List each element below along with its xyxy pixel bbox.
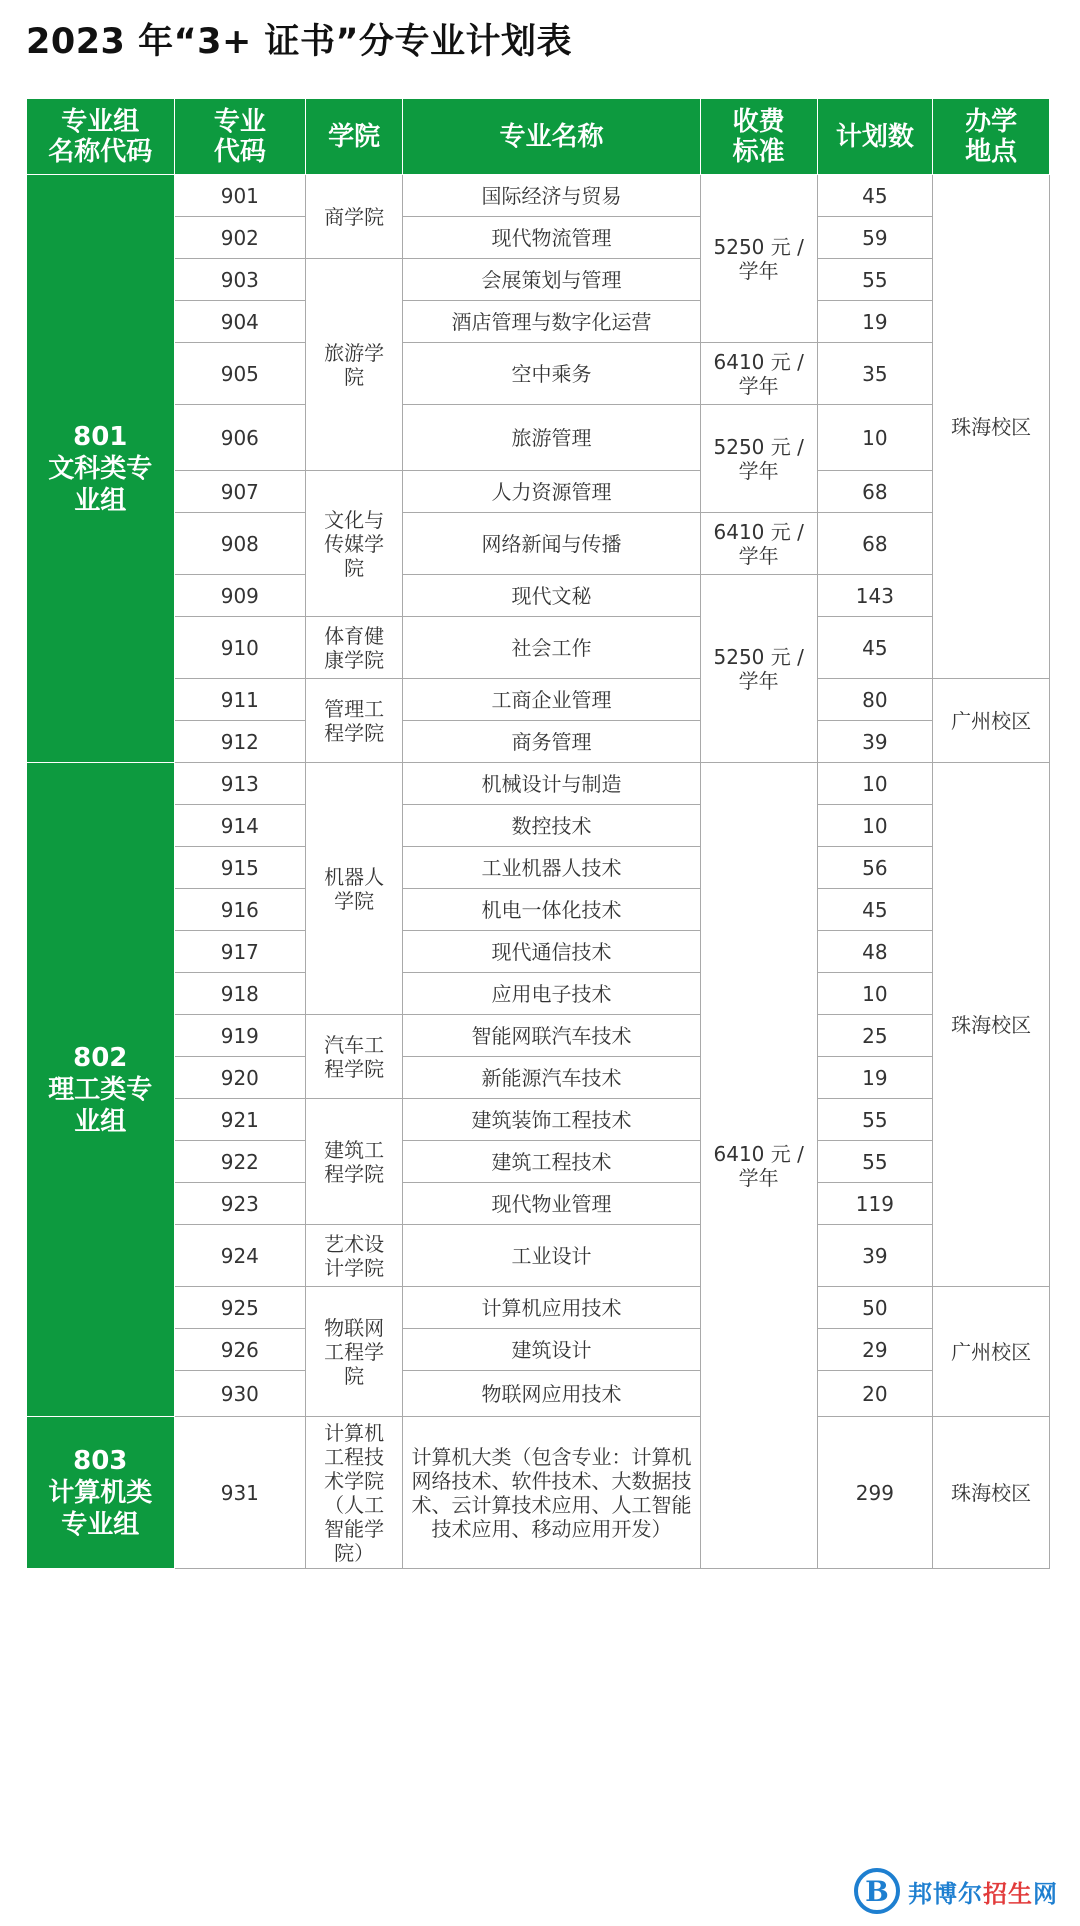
college-cell: 旅游学 院: [306, 259, 403, 471]
table-row: [27, 1287, 1050, 1329]
fee-cell: 5250 元 / 学年: [700, 575, 817, 763]
table-row: [27, 1225, 1050, 1287]
table-row: [27, 721, 1050, 763]
campus-cell: 珠海校区: [933, 763, 1050, 1287]
major-name-cell: 国际经济与贸易: [403, 175, 701, 217]
major-name-cell: 工商企业管理: [403, 679, 701, 721]
plan-count-cell: 55: [817, 259, 933, 301]
plan-count-cell: 10: [817, 973, 933, 1015]
table-row: [27, 1015, 1050, 1057]
major-name-cell: 建筑工程技术: [403, 1141, 701, 1183]
plan-count-cell: 39: [817, 1225, 933, 1287]
major-name-cell: 商务管理: [403, 721, 701, 763]
table-row: [27, 575, 1050, 617]
header-row: [27, 99, 1050, 175]
major-code-cell: 907: [174, 471, 306, 513]
header-plan-count: 计划数: [817, 99, 933, 175]
major-code-cell: 919: [174, 1015, 306, 1057]
major-code-cell: 905: [174, 343, 306, 405]
plan-count-cell: 10: [817, 763, 933, 805]
campus-cell: 广州校区: [933, 679, 1050, 763]
plan-count-cell: 68: [817, 471, 933, 513]
college-cell: 艺术设 计学院: [306, 1225, 403, 1287]
major-name-cell: 机电一体化技术: [403, 889, 701, 931]
college-cell: 汽车工 程学院: [306, 1015, 403, 1099]
college-cell: 建筑工 程学院: [306, 1099, 403, 1225]
major-name-cell: 社会工作: [403, 617, 701, 679]
table-row: [27, 1099, 1050, 1141]
major-code-cell: 917: [174, 931, 306, 973]
college-cell: 机器人 学院: [306, 763, 403, 1015]
header-major-name: 专业名称: [403, 99, 701, 175]
major-name-cell: 旅游管理: [403, 405, 701, 471]
table-row: [27, 1417, 1050, 1569]
major-name-cell: 人力资源管理: [403, 471, 701, 513]
plan-count-cell: 35: [817, 343, 933, 405]
college-cell: 管理工 程学院: [306, 679, 403, 763]
plan-count-cell: 39: [817, 721, 933, 763]
major-name-cell: 工业机器人技术: [403, 847, 701, 889]
plan-count-cell: 48: [817, 931, 933, 973]
major-name-cell: 现代文秘: [403, 575, 701, 617]
fee-cell: 6410 元 / 学年: [700, 513, 817, 575]
page-title: 2023 年“3+ 证书”分专业计划表: [26, 22, 572, 62]
major-name-cell: 网络新闻与传播: [403, 513, 701, 575]
college-cell: 计算机 工程技 术学院 （人工 智能学 院）: [306, 1417, 403, 1569]
major-code-cell: 910: [174, 617, 306, 679]
table-row: [27, 301, 1050, 343]
major-code-cell: 918: [174, 973, 306, 1015]
campus-cell: 珠海校区: [933, 1417, 1050, 1569]
major-name-cell: 会展策划与管理: [403, 259, 701, 301]
plan-count-cell: 20: [817, 1371, 933, 1417]
fee-cell: 6410 元 / 学年: [700, 763, 817, 1569]
major-code-cell: 925: [174, 1287, 306, 1329]
major-name-cell: 机械设计与制造: [403, 763, 701, 805]
fee-cell: 5250 元 / 学年: [700, 405, 817, 513]
plan-count-cell: 10: [817, 405, 933, 471]
header-major-code: 专业 代码: [174, 99, 306, 175]
major-code-cell: 920: [174, 1057, 306, 1099]
table-row: [27, 679, 1050, 721]
plan-count-cell: 119: [817, 1183, 933, 1225]
major-code-cell: 923: [174, 1183, 306, 1225]
table-row: [27, 889, 1050, 931]
plan-count-cell: 143: [817, 575, 933, 617]
table-row: [27, 175, 1050, 217]
major-code-cell: 931: [174, 1417, 306, 1569]
table-row: [27, 805, 1050, 847]
table-row: [27, 1329, 1050, 1371]
group-code-cell: 803 计算机类 专业组: [27, 1417, 175, 1569]
major-code-cell: 922: [174, 1141, 306, 1183]
enrollment-plan-table: [26, 98, 1050, 1569]
plan-count-cell: 29: [817, 1329, 933, 1371]
major-name-cell: 现代物流管理: [403, 217, 701, 259]
major-code-cell: 911: [174, 679, 306, 721]
major-name-cell: 现代通信技术: [403, 931, 701, 973]
major-code-cell: 912: [174, 721, 306, 763]
header-fee: 收费 标准: [700, 99, 817, 175]
plan-count-cell: 56: [817, 847, 933, 889]
major-code-cell: 915: [174, 847, 306, 889]
college-cell: 物联网 工程学 院: [306, 1287, 403, 1417]
header-group-code: 专业组 名称代码: [27, 99, 175, 175]
major-code-cell: 924: [174, 1225, 306, 1287]
plan-count-cell: 68: [817, 513, 933, 575]
fee-cell: 5250 元 / 学年: [700, 175, 817, 343]
table-row: [27, 847, 1050, 889]
major-code-cell: 903: [174, 259, 306, 301]
table-row: [27, 343, 1050, 405]
plan-count-cell: 45: [817, 889, 933, 931]
table-row: [27, 1371, 1050, 1417]
major-code-cell: 906: [174, 405, 306, 471]
major-name-cell: 空中乘务: [403, 343, 701, 405]
plan-count-cell: 45: [817, 175, 933, 217]
major-name-cell: 应用电子技术: [403, 973, 701, 1015]
plan-count-cell: 55: [817, 1099, 933, 1141]
major-name-cell: 数控技术: [403, 805, 701, 847]
major-name-cell: 酒店管理与数字化运营: [403, 301, 701, 343]
plan-count-cell: 299: [817, 1417, 933, 1569]
major-code-cell: 913: [174, 763, 306, 805]
group-code-cell: 802 理工类专 业组: [27, 763, 175, 1417]
table-row: [27, 405, 1050, 471]
site-logo-icon: B: [854, 1868, 900, 1914]
plan-count-cell: 45: [817, 617, 933, 679]
watermark-text: 邦博尔招生网: [908, 1879, 1058, 1908]
plan-count-cell: 19: [817, 301, 933, 343]
major-code-cell: 909: [174, 575, 306, 617]
major-name-cell: 现代物业管理: [403, 1183, 701, 1225]
plan-count-cell: 10: [817, 805, 933, 847]
major-code-cell: 916: [174, 889, 306, 931]
table-row: [27, 1141, 1050, 1183]
plan-count-cell: 50: [817, 1287, 933, 1329]
college-cell: 商学院: [306, 175, 403, 259]
major-name-cell: 新能源汽车技术: [403, 1057, 701, 1099]
header-college: 学院: [306, 99, 403, 175]
major-name-cell: 工业设计: [403, 1225, 701, 1287]
table-row: [27, 1183, 1050, 1225]
table-row: [27, 1057, 1050, 1099]
plan-count-cell: 59: [817, 217, 933, 259]
campus-cell: 广州校区: [933, 1287, 1050, 1417]
table-row: [27, 973, 1050, 1015]
table-row: [27, 217, 1050, 259]
campus-cell: 珠海校区: [933, 175, 1050, 679]
college-cell: 文化与 传媒学 院: [306, 471, 403, 617]
major-code-cell: 914: [174, 805, 306, 847]
major-code-cell: 902: [174, 217, 306, 259]
fee-cell: 6410 元 / 学年: [700, 343, 817, 405]
plan-count-cell: 55: [817, 1141, 933, 1183]
table-row: [27, 617, 1050, 679]
plan-count-cell: 80: [817, 679, 933, 721]
plan-count-cell: 19: [817, 1057, 933, 1099]
header-campus: 办学 地点: [933, 99, 1050, 175]
table-row: [27, 471, 1050, 513]
group-code-cell: 801 文科类专 业组: [27, 175, 175, 763]
major-name-cell: 计算机大类（包含专业：计算机网络技术、软件技术、大数据技术、云计算技术应用、人工智能技术应用、移动应用开发）: [403, 1417, 701, 1569]
major-code-cell: 908: [174, 513, 306, 575]
table-row: [27, 259, 1050, 301]
major-code-cell: 921: [174, 1099, 306, 1141]
major-name-cell: 建筑装饰工程技术: [403, 1099, 701, 1141]
table-row: [27, 513, 1050, 575]
college-cell: 体育健 康学院: [306, 617, 403, 679]
plan-count-cell: 25: [817, 1015, 933, 1057]
major-name-cell: 建筑设计: [403, 1329, 701, 1371]
major-name-cell: 智能网联汽车技术: [403, 1015, 701, 1057]
major-name-cell: 物联网应用技术: [403, 1371, 701, 1417]
major-name-cell: 计算机应用技术: [403, 1287, 701, 1329]
site-watermark: [854, 1868, 1058, 1914]
table-row: [27, 931, 1050, 973]
major-code-cell: 926: [174, 1329, 306, 1371]
major-code-cell: 901: [174, 175, 306, 217]
table-row: [27, 763, 1050, 805]
major-code-cell: 904: [174, 301, 306, 343]
major-code-cell: 930: [174, 1371, 306, 1417]
